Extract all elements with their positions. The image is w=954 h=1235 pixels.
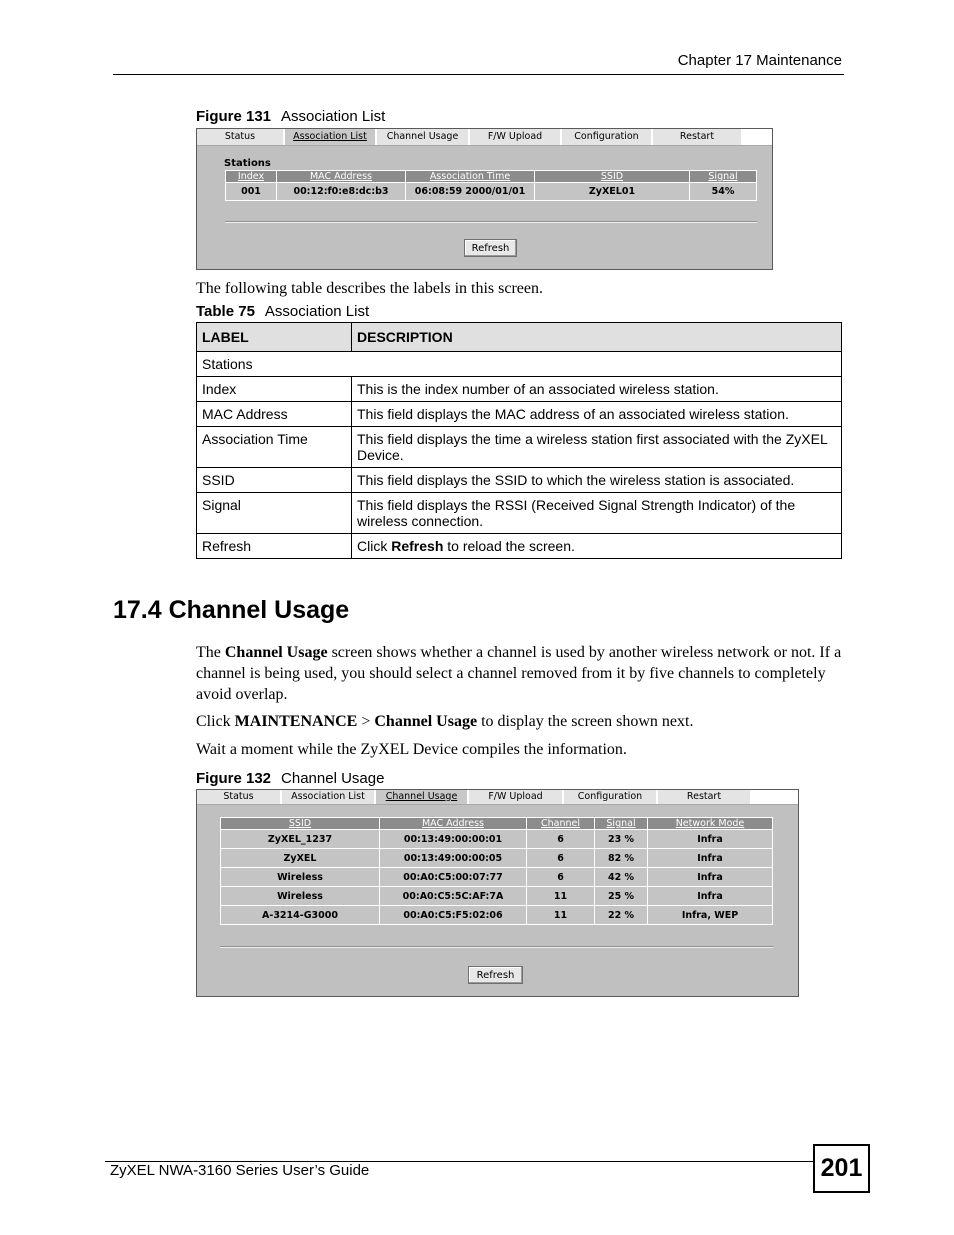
col-ssid: SSID	[221, 818, 379, 829]
cell-index: 001	[226, 183, 276, 200]
paragraph-1	[196, 642, 844, 705]
cell-mac-address: 00:A0:C5:F5:02:06	[380, 906, 526, 924]
figure-132-title: Channel Usage	[281, 770, 385, 787]
tab-configuration[interactable]: Configuration	[564, 790, 658, 804]
refresh-button[interactable]: Refresh	[468, 966, 523, 984]
text-span: Click	[357, 538, 392, 554]
col-signal: Signal	[690, 171, 756, 182]
row-description: This field displays the RSSI (Received Signal Strength Indicator) of the wireless connection.	[352, 493, 842, 534]
table-75-label: Table 75	[196, 303, 255, 320]
row-label: SSID	[197, 468, 352, 493]
cell-signal: 22 %	[595, 906, 647, 924]
text-span: to reload the screen.	[443, 538, 575, 554]
cell-network-mode: Infra, WEP	[648, 906, 772, 924]
table-row	[226, 183, 756, 200]
figure-131-caption	[196, 108, 385, 125]
row-description	[352, 534, 842, 559]
intro-text: The following table describes the labels in this screen.	[196, 280, 544, 297]
row-label: MAC Address	[197, 402, 352, 427]
cell-ssid: Wireless	[221, 887, 379, 905]
col-ssid: SSID	[535, 171, 689, 182]
tab-restart[interactable]: Restart	[658, 790, 752, 804]
table-75-caption	[196, 303, 369, 320]
table-row	[221, 887, 772, 905]
col-network-mode: Network Mode	[648, 818, 772, 829]
table-row	[221, 830, 772, 848]
bold-maintenance: MAINTENANCE	[234, 713, 358, 730]
page-number: 201	[813, 1144, 870, 1193]
table-row	[221, 849, 772, 867]
cell-channel: 11	[527, 906, 594, 924]
text-span: Click	[196, 713, 235, 730]
paragraph-3: Wait a moment while the ZyXEL Device compiles the information.	[196, 741, 627, 758]
cell-network-mode: Infra	[648, 830, 772, 848]
row-label: Refresh	[197, 534, 352, 559]
refresh-button[interactable]: Refresh	[464, 239, 517, 257]
table-row	[221, 906, 772, 924]
cell-ssid: ZyXEL	[221, 849, 379, 867]
tab-association-list[interactable]: Association List	[285, 129, 377, 145]
text-span: to display the screen shown next.	[477, 713, 694, 730]
table-row	[197, 468, 842, 493]
stations-label: Stations	[224, 158, 271, 169]
cell-channel: 6	[527, 830, 594, 848]
bold-channel-usage: Channel Usage	[374, 713, 478, 730]
cell-mac-address: 00:13:49:00:00:05	[380, 849, 526, 867]
text-span: >	[357, 713, 375, 730]
channel-usage-screen	[196, 789, 799, 997]
cell-mac-address: 00:13:49:00:00:01	[380, 830, 526, 848]
cell-signal: 23 %	[595, 830, 647, 848]
cell-mac-address: 00:A0:C5:00:07:77	[380, 868, 526, 886]
cell-signal: 82 %	[595, 849, 647, 867]
section-heading: 17.4 Channel Usage	[113, 596, 350, 624]
header-rule	[113, 74, 844, 75]
tab-fw-upload[interactable]: F/W Upload	[470, 129, 562, 145]
cell-signal: 42 %	[595, 868, 647, 886]
header-label: LABEL	[197, 323, 352, 352]
tab-bar	[197, 790, 798, 805]
chapter-header: Chapter 17 Maintenance	[677, 52, 842, 69]
stations-table	[225, 170, 757, 201]
text-span: The	[196, 644, 225, 661]
col-mac-address: MAC Address	[277, 171, 405, 182]
divider-line	[220, 946, 773, 948]
channel-table	[220, 817, 773, 925]
row-label: Association Time	[197, 427, 352, 468]
tab-status[interactable]: Status	[197, 129, 285, 145]
cell-ssid: A-3214-G3000	[221, 906, 379, 924]
cell-signal: 25 %	[595, 887, 647, 905]
row-description: This is the index number of an associated wireless station.	[352, 377, 842, 402]
header-description: DESCRIPTION	[352, 323, 842, 352]
cell-network-mode: Infra	[648, 849, 772, 867]
text-span: screen shows whether a channel is used by another wireless network or not. If a channel is being used, you should select a channel removed from it by five channels to completely avoid overlap.	[196, 644, 842, 703]
tab-restart[interactable]: Restart	[653, 129, 743, 145]
table-row	[197, 352, 842, 377]
figure-132-label: Figure 132	[196, 770, 272, 787]
tab-status[interactable]: Status	[197, 790, 282, 804]
stations-row: Stations	[197, 352, 842, 377]
col-index: Index	[226, 171, 276, 182]
row-description: This field displays the time a wireless station first associated with the ZyXEL Device.	[352, 427, 842, 468]
cell-mac-address: 00:12:f0:e8:dc:b3	[277, 183, 405, 200]
divider-line	[225, 221, 757, 223]
channel-table-header	[221, 818, 772, 829]
cell-ssid: Wireless	[221, 868, 379, 886]
cell-signal: 54%	[690, 183, 756, 200]
tab-channel-usage[interactable]: Channel Usage	[377, 129, 470, 145]
row-label: Signal	[197, 493, 352, 534]
cell-channel: 6	[527, 868, 594, 886]
paragraph-2	[196, 711, 693, 732]
table-row	[197, 427, 842, 468]
table-row	[197, 493, 842, 534]
cell-mac-address: 00:A0:C5:5C:AF:7A	[380, 887, 526, 905]
table-row	[197, 402, 842, 427]
table-75-title: Association List	[264, 303, 370, 320]
cell-channel: 6	[527, 849, 594, 867]
tab-channel-usage[interactable]: Channel Usage	[376, 790, 469, 804]
table-row	[197, 377, 842, 402]
cell-ssid: ZyXEL01	[535, 183, 689, 200]
tab-bar	[197, 129, 772, 146]
row-description: This field displays the MAC address of an associated wireless station.	[352, 402, 842, 427]
row-label: Index	[197, 377, 352, 402]
figure-132-caption	[196, 770, 384, 787]
row-description: This field displays the SSID to which the wireless station is associated.	[352, 468, 842, 493]
bold-channel-usage: Channel Usage	[224, 644, 328, 661]
cell-association-time: 06:08:59 2000/01/01	[406, 183, 534, 200]
tab-association-list[interactable]: Association List	[282, 790, 376, 804]
stations-table-header	[226, 171, 756, 182]
cell-network-mode: Infra	[648, 887, 772, 905]
col-mac-address: MAC Address	[380, 818, 526, 829]
bold-refresh: Refresh	[391, 538, 444, 554]
association-list-screen	[196, 128, 773, 270]
figure-131-title: Association List	[281, 108, 386, 125]
col-association-time: Association Time	[406, 171, 534, 182]
col-signal: Signal	[595, 818, 647, 829]
tab-configuration[interactable]: Configuration	[562, 129, 653, 145]
table-row	[197, 534, 842, 559]
description-table	[196, 322, 842, 559]
table-row	[221, 868, 772, 886]
description-table-header	[197, 323, 842, 352]
cell-channel: 11	[527, 887, 594, 905]
col-channel: Channel	[527, 818, 594, 829]
cell-network-mode: Infra	[648, 868, 772, 886]
cell-ssid: ZyXEL_1237	[221, 830, 379, 848]
tab-fw-upload[interactable]: F/W Upload	[469, 790, 564, 804]
guide-title: ZyXEL NWA-3160 Series User’s Guide	[110, 1162, 370, 1179]
figure-131-label: Figure 131	[196, 108, 272, 125]
